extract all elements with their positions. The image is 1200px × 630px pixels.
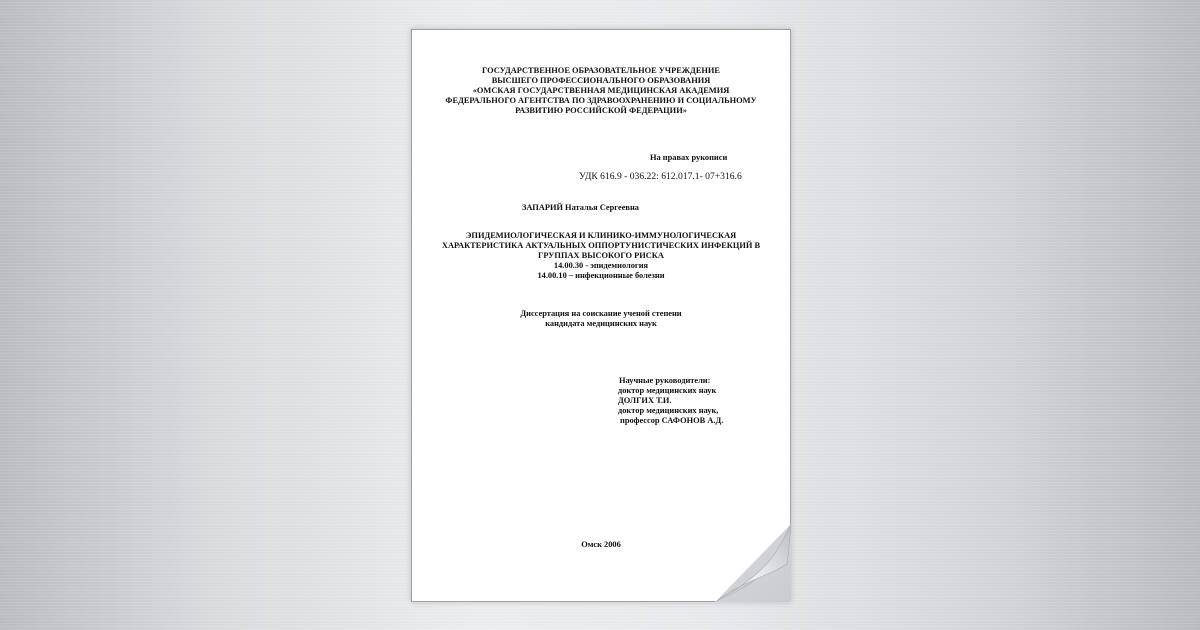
supervisor-1-degree: доктор медицинских наук bbox=[618, 386, 717, 395]
title-line-1: ЭПИДЕМИОЛОГИЧЕСКАЯ И КЛИНИКО-ИММУНОЛОГИЧЕСКАЯ bbox=[465, 231, 737, 240]
place-year: Омск 2006 bbox=[581, 540, 621, 549]
author-name: ЗАПАРИЙ Наталья Сергеевна bbox=[522, 203, 639, 212]
header-line-4: ФЕДЕРАЛЬНОГО АГЕНТСТВА ПО ЗДРАВООХРАНЕНИЮ И СОЦИАЛЬНОМУ bbox=[445, 96, 757, 105]
supervisor-2-name: профессор САФОНОВ А.Д. bbox=[620, 416, 724, 425]
document-page bbox=[411, 29, 791, 602]
title-line-3: ГРУППАХ ВЫСОКОГО РИСКА bbox=[538, 251, 664, 260]
manuscript-note: На правах рукописи bbox=[650, 153, 728, 162]
specialty-line-2: 14.00.10 – инфекционные болезни bbox=[537, 271, 665, 280]
header-line-3: «ОМСКАЯ ГОСУДАРСТВЕННАЯ МЕДИЦИНСКАЯ АКАДЕМИЯ bbox=[472, 86, 730, 95]
specialty-line-1: 14.00.30 - эпидемиология bbox=[553, 261, 649, 270]
udk-code: УДК 616.9 - 036.22: 612.017.1- 07+316.6 bbox=[579, 171, 742, 182]
degree-line-1: Диссертация на соискание ученой степени bbox=[520, 309, 682, 318]
header-line-5: РАЗВИТИЮ РОССИЙСКОЙ ФЕДЕРАЦИИ» bbox=[515, 106, 687, 115]
header-line-2: ВЫСШЕГО ПРОФЕССИОНАЛЬНОГО ОБРАЗОВАНИЯ bbox=[491, 76, 711, 85]
supervisors-heading: Научные руководители: bbox=[619, 376, 711, 385]
supervisor-1-name: ДОЛГИХ Т.И. bbox=[618, 396, 672, 405]
header-line-1: ГОСУДАРСТВЕННОЕ ОБРАЗОВАТЕЛЬНОЕ УЧРЕЖДЕНИЕ bbox=[481, 66, 721, 75]
page-curl-corner bbox=[715, 524, 791, 602]
degree-line-2: кандидата медицинских наук bbox=[545, 319, 657, 328]
title-line-2: ХАРАКТЕРИСТИКА АКТУАЛЬНЫХ ОППОРТУНИСТИЧЕСКИХ ИНФЕКЦИЙ В bbox=[441, 241, 761, 250]
supervisor-2-degree: доктор медицинских наук, bbox=[618, 406, 719, 415]
